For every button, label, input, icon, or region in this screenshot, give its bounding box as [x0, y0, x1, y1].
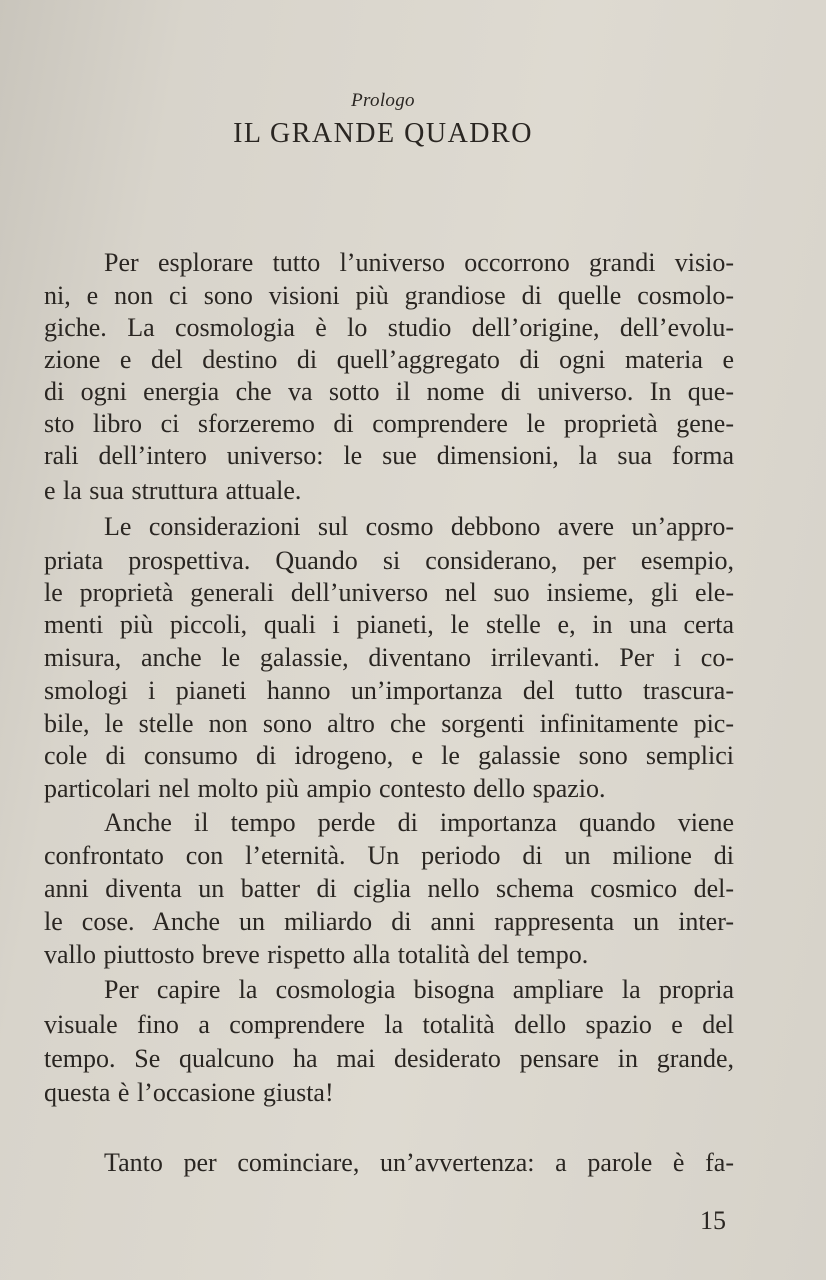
text-line: zione e del destino di quell’aggregato di ogni materia e	[44, 345, 734, 374]
text-line: Le considerazioni sul cosmo debbono avere un’appro-	[104, 512, 734, 541]
text-line: Per esplorare tutto l’universo occorrono grandi visio-	[104, 248, 734, 277]
text-line: bile, le stelle non sono altro che sorgenti infinitamente pic-	[44, 709, 734, 738]
text-line: Per capire la cosmologia bisogna ampliare la propria	[104, 975, 734, 1004]
text-line: Tanto per cominciare, un’avvertenza: a parole è fa-	[104, 1148, 734, 1177]
text-line: Anche il tempo perde di importanza quando viene	[104, 808, 734, 837]
text-line: smologi i pianeti hanno un’importanza del tutto trascura-	[44, 676, 734, 705]
text-line: cole di consumo di idrogeno, e le galassie sono semplici	[44, 741, 734, 770]
text-line: visuale fino a comprendere la totalità dello spazio e del	[44, 1010, 734, 1039]
text-line: priata prospettiva. Quando si considerano, per esempio,	[44, 546, 734, 575]
text-line: vallo piuttosto breve rispetto alla totalità del tempo.	[44, 940, 589, 969]
chapter-title: IL GRANDE QUADRO	[233, 118, 533, 149]
text-line: anni diventa un batter di ciglia nello schema cosmico del-	[44, 874, 734, 903]
text-line: e la sua struttura attuale.	[44, 476, 302, 505]
text-line: di ogni energia che va sotto il nome di universo. In que-	[44, 377, 734, 406]
text-line: confrontato con l’eternità. Un periodo di un milione di	[44, 841, 734, 870]
text-line: particolari nel molto più ampio contesto dello spazio.	[44, 774, 606, 803]
page-number: 15	[700, 1206, 726, 1235]
text-line: ni, e non ci sono visioni più grandiose di quelle cosmolo-	[44, 281, 734, 310]
text-line: sto libro ci sforzeremo di comprendere le proprietà gene-	[44, 409, 734, 438]
text-line: menti più piccoli, quali i pianeti, le stelle e, in una certa	[44, 610, 734, 639]
text-line: questa è l’occasione giusta!	[44, 1078, 334, 1107]
text-line: le proprietà generali dell’universo nel suo insieme, gli ele-	[44, 578, 734, 607]
text-line: giche. La cosmologia è lo studio dell’origine, dell’evolu-	[44, 313, 734, 342]
text-line: rali dell’intero universo: le sue dimensioni, la sua forma	[44, 441, 734, 470]
text-line: le cose. Anche un miliardo di anni rappresenta un inter-	[44, 907, 734, 936]
section-header: Prologo	[351, 90, 415, 111]
text-line: misura, anche le galassie, diventano irrilevanti. Per i co-	[44, 643, 734, 672]
text-line: tempo. Se qualcuno ha mai desiderato pensare in grande,	[44, 1044, 734, 1073]
